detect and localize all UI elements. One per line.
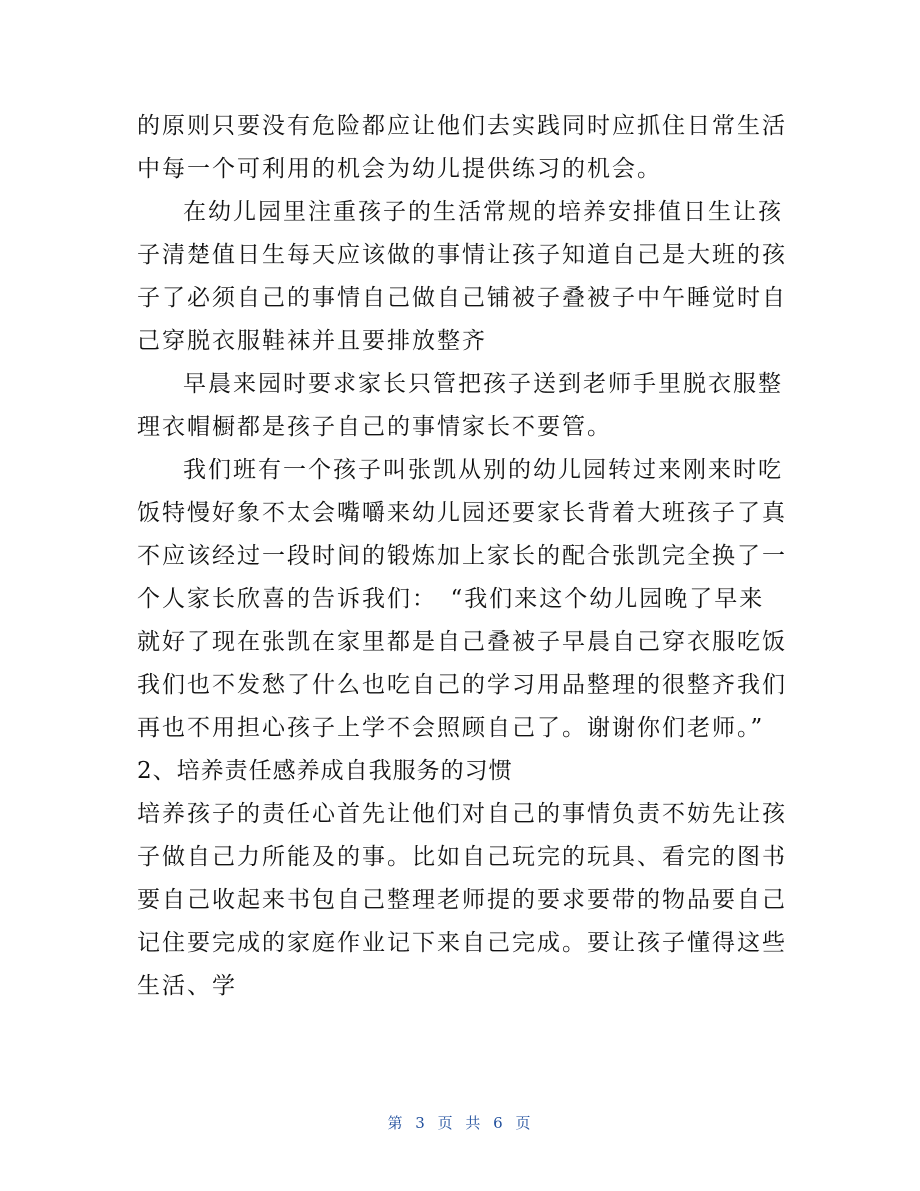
- paragraph-morning-arrival: 早晨来园时要求家长只管把孩子送到老师手里脱衣服整理衣帽橱都是孩子自己的事情家长不要管。: [137, 371, 783, 440]
- page-number-footer: 第 3 页 共 6 页: [387, 1114, 533, 1132]
- paragraph-zhangkai-story: 我们班有一个孩子叫张凯从别的幼儿园转过来刚来时吃饭特慢好象不太会嘴嚼来幼儿园还要家长背着大班孩子了真不应该经过一段时间的锻炼加上家长的配合张凯完全换了一个人家长欣喜的告诉我们： “我们来这个幼儿园晚了早来就好了现在张凯在家里都是自己叠被子早晨自己穿衣服吃饭我们也不发愁了什么也吃自己的学习用品整理的很整齐我们再也不用担心孩子上学不会照顾自己了。谢谢你们老师。”: [137, 457, 787, 741]
- document-body: [137, 105, 787, 1008]
- paragraph-continuation: 的原则只要没有危险都应让他们去实践同时应抓住日常生活中每一个可利用的机会为幼儿提供练习的机会。: [137, 113, 787, 182]
- paragraph-responsibility: 培养孩子的责任心首先让他们对自己的事情负责不妨先让孩子做自己力所能及的事。比如自己玩完的玩具、看完的图书要自己收起来书包自己整理老师提的要求要带的物品要自己记住要完成的家庭作业记下来自己完成。要让孩子懂得这些生活、学: [137, 801, 787, 999]
- section-heading-responsibility: 2、培养责任感养成自我服务的习惯: [137, 758, 513, 784]
- paragraph-daily-routine: 在幼儿园里注重孩子的生活常规的培养安排值日生让孩子清楚值日生每天应该做的事情让孩子知道自己是大班的孩子了必须自己的事情自己做自己铺被子叠被子中午睡觉时自己穿脱衣服鞋袜并且要排放整齐: [137, 199, 787, 354]
